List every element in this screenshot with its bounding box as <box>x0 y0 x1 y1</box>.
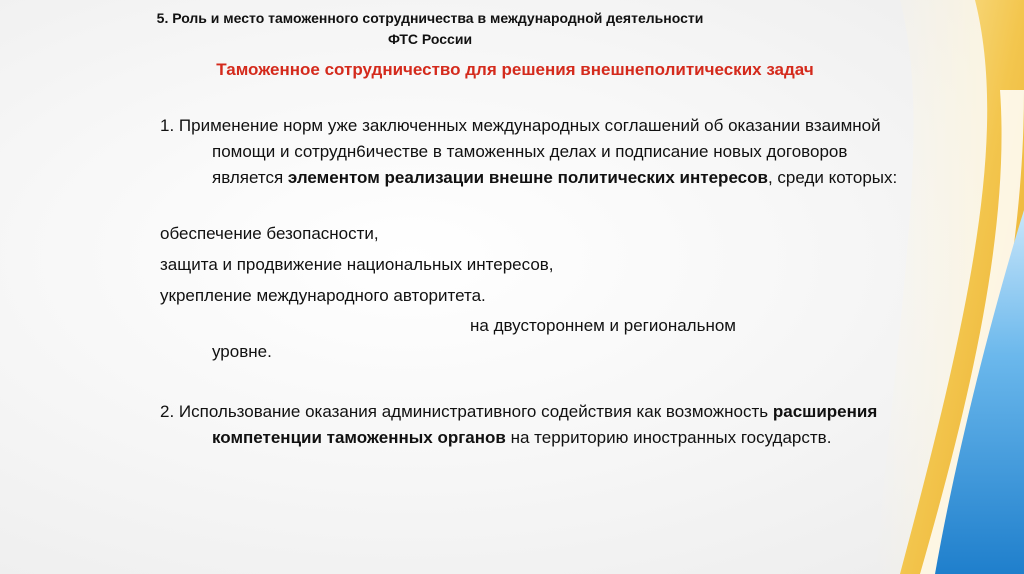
level-line <box>160 313 860 365</box>
point-1-tail: , среди которых: <box>767 168 898 187</box>
point-1-text: 1. Применение норм уже заключенных международных соглашений об оказании взаимной помощи и сотрудн6ичестве в таможенных делах и подписание новых договоров является <box>160 116 881 187</box>
point-2-tail: на территорию иностранных государств. <box>505 428 832 447</box>
point-2 <box>160 399 912 451</box>
slide-subtitle: Таможенное сотрудничество для решения внешнеполитических задач <box>216 60 814 79</box>
point-1 <box>160 113 912 191</box>
point-1-emphasis: элементом реализации внешне политических интересов <box>287 168 768 187</box>
list-item: защита и продвижение национальных интересов, <box>160 255 554 274</box>
list-item: укрепление международного авторитета. <box>160 286 486 305</box>
list-item: обеспечение безопасности, <box>160 224 379 243</box>
level-line-part1: на двустороннем и региональном <box>470 316 736 335</box>
point-2-emphasis: расширения компетенции таможенных органов <box>212 402 878 447</box>
point-2-text: 2. Использование оказания административного содействия как возможность <box>160 402 773 421</box>
level-line-part2: уровне. <box>212 342 272 361</box>
slide-title: 5. Роль и место таможенного сотрудничества в международной деятельности ФТС России <box>156 10 704 47</box>
